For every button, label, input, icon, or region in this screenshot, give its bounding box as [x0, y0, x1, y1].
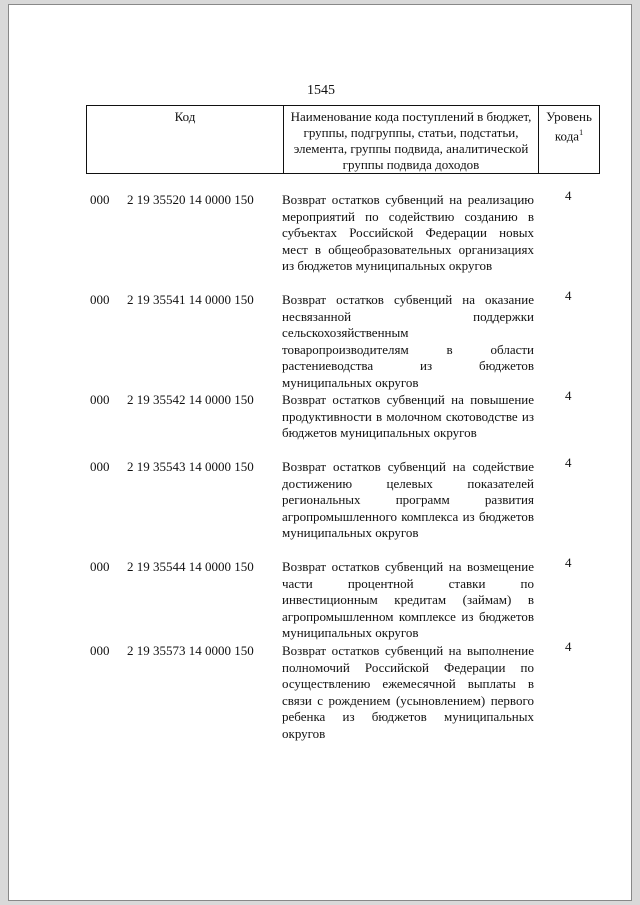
row-level: 4: [565, 188, 572, 203]
row-description: Возврат остатков субвенций на оказание несвязанной поддержки сельскохозяйственным товаропроизводителям в области растениеводства из бюджетов муниципальных округов: [282, 292, 534, 390]
row-level: 4: [565, 455, 572, 470]
row-code: 2 19 35541 14 0000 150: [127, 292, 254, 307]
document-page: [8, 4, 632, 901]
row-description: Возврат остатков субвенций на содействие достижению целевых показателей региональных программ развития агропромышленного комплекса из бюджетов муниципальных округов: [282, 459, 534, 541]
row-description: Возврат остатков субвенций на выполнение полномочий Российской Федерации по осуществлению ежемесячной выплаты в связи с рождением (усыновлением) первого ребенка из бюджетов муниципальных округов: [282, 643, 534, 741]
row-level: 4: [565, 639, 572, 654]
table-header: [86, 105, 600, 174]
row-description: Возврат остатков субвенций на возмещение части процентной ставки по инвестиционным кредитам (займам) в агропромышленном комплексе из бюджетов муниципальных округов: [282, 559, 534, 641]
row-code: 2 19 35542 14 0000 150: [127, 392, 254, 407]
row-level: 4: [565, 388, 572, 403]
row-description: Возврат остатков субвенций на реализацию мероприятий по содействию созданию в субъектах Российской Федерации новых мест в общеобразовательных организациях из бюджетов муниципальных округов: [282, 192, 534, 274]
row-code: 2 19 35544 14 0000 150: [127, 559, 254, 574]
header-level-label: Уровень кода: [546, 109, 592, 144]
row-code: 2 19 35543 14 0000 150: [127, 459, 254, 474]
row-description: Возврат остатков субвенций на повышение продуктивности в молочном скотоводстве из бюджетов муниципальных округов: [282, 392, 534, 441]
header-name: Наименование кода поступлений в бюджет, группы, подгруппы, статьи, подстатьи, элемента, группы подвида, аналитической группы подвида доходов: [284, 106, 539, 174]
page-number: 1545: [307, 83, 335, 98]
header-level: [539, 106, 600, 174]
header-level-footnote: 1: [579, 128, 584, 137]
header-code: Код: [87, 106, 284, 174]
row-level: 4: [565, 555, 572, 570]
row-code: 2 19 35520 14 0000 150: [127, 192, 254, 207]
row-prefix: 000: [90, 192, 110, 207]
row-prefix: 000: [90, 292, 110, 307]
row-prefix: 000: [90, 459, 110, 474]
row-prefix: 000: [90, 643, 110, 658]
row-prefix: 000: [90, 559, 110, 574]
row-prefix: 000: [90, 392, 110, 407]
row-code: 2 19 35573 14 0000 150: [127, 643, 254, 658]
row-level: 4: [565, 288, 572, 303]
